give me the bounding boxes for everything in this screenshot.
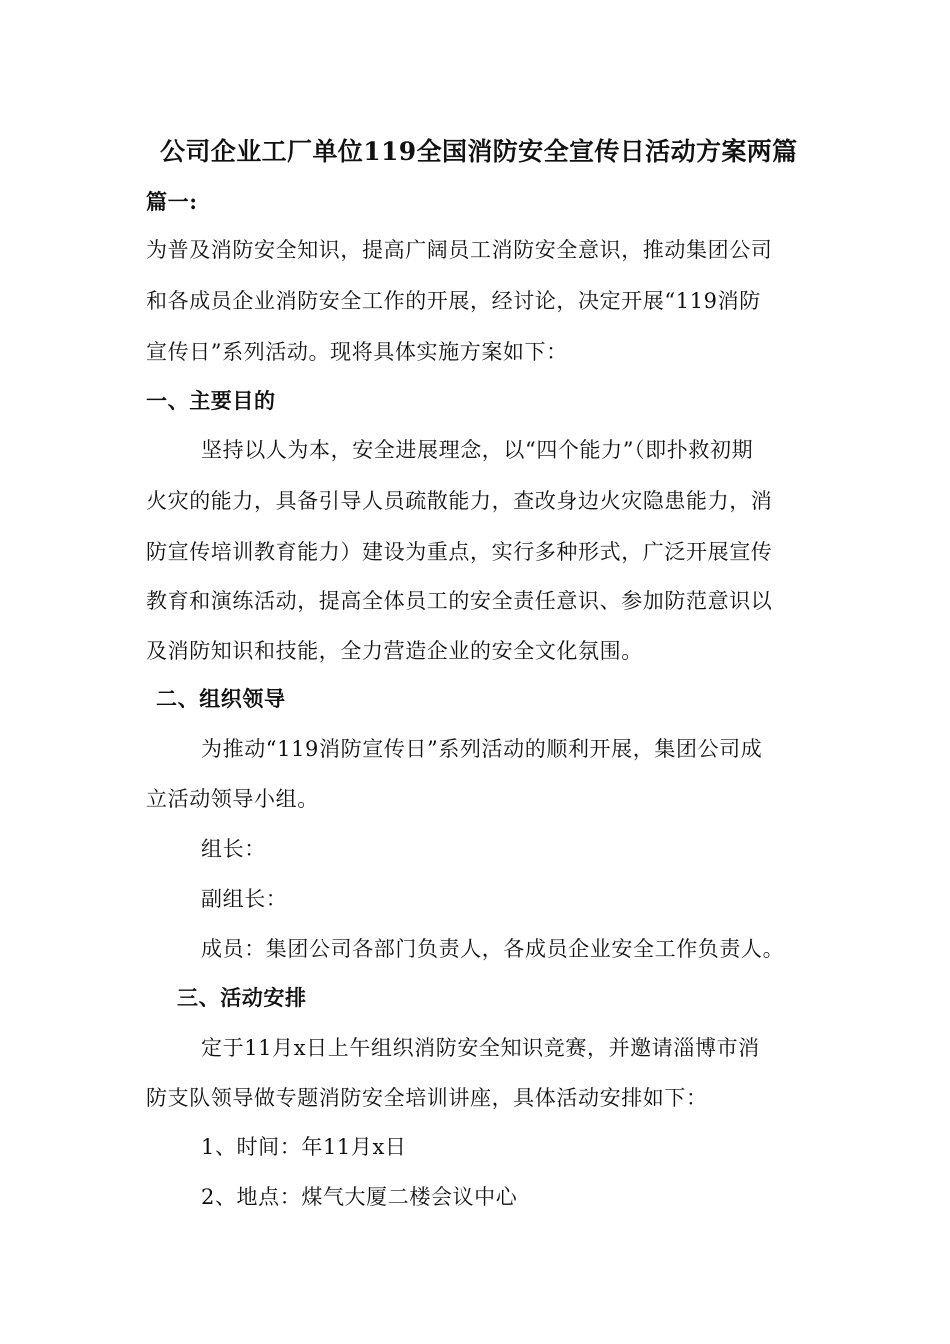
section3-line-2: 防支队领导做专题消防安全培训讲座，具体活动安排如下： xyxy=(146,1086,708,1110)
section1-line-4: 教育和演练活动，提高全体员工的安全责任意识、参加防范意识以 xyxy=(146,589,773,613)
section3-place: 2、地点：煤气大厦二楼会议中心 xyxy=(201,1185,518,1209)
section3-time: 1、时间：年11月x日 xyxy=(201,1135,407,1159)
intro-line-3: 宣传日”系列活动。现将具体实施方案如下： xyxy=(146,340,568,364)
section2-line-2: 立活动领导小组。 xyxy=(146,787,319,811)
section2-line-1: 为推动“119消防宣传日”系列活动的顺利开展，集团公司成 xyxy=(201,737,763,761)
intro-line-1: 为普及消防安全知识，提高广阔员工消防安全意识，推动集团公司 xyxy=(146,238,773,262)
section2-heading: 二、组织领导 xyxy=(156,686,286,711)
section3-heading: 三、活动安排 xyxy=(177,985,307,1010)
section1-line-1: 坚持以人为本，安全进展理念，以“四个能力”（即扑救初期 xyxy=(201,438,754,462)
section2-leader: 组长： xyxy=(201,837,266,861)
section1-line-5: 及消防知识和技能，全力营造企业的安全文化氛围。 xyxy=(146,639,643,663)
section1-line-3: 防宣传培训教育能力）建设为重点，实行多种形式，广泛开展宣传 xyxy=(146,540,773,564)
section2-deputy: 副组长： xyxy=(201,887,288,911)
document-title: 公司企业工厂单位119全国消防安全宣传日活动方案两篇 xyxy=(160,137,798,166)
section2-members: 成员：集团公司各部门负责人，各成员企业安全工作负责人。 xyxy=(201,937,785,961)
intro-line-2: 和各成员企业消防安全工作的开展，经讨论，决定开展“119消防 xyxy=(146,289,761,313)
section3-line-1: 定于11月x日上午组织消防安全知识竞赛，并邀请淄博市消 xyxy=(201,1036,760,1060)
section1-line-2: 火灾的能力，具备引导人员疏散能力，查改身边火灾隐患能力，消 xyxy=(146,489,773,513)
part-heading: 篇一: xyxy=(146,189,198,214)
section1-heading: 一、主要目的 xyxy=(146,388,276,413)
